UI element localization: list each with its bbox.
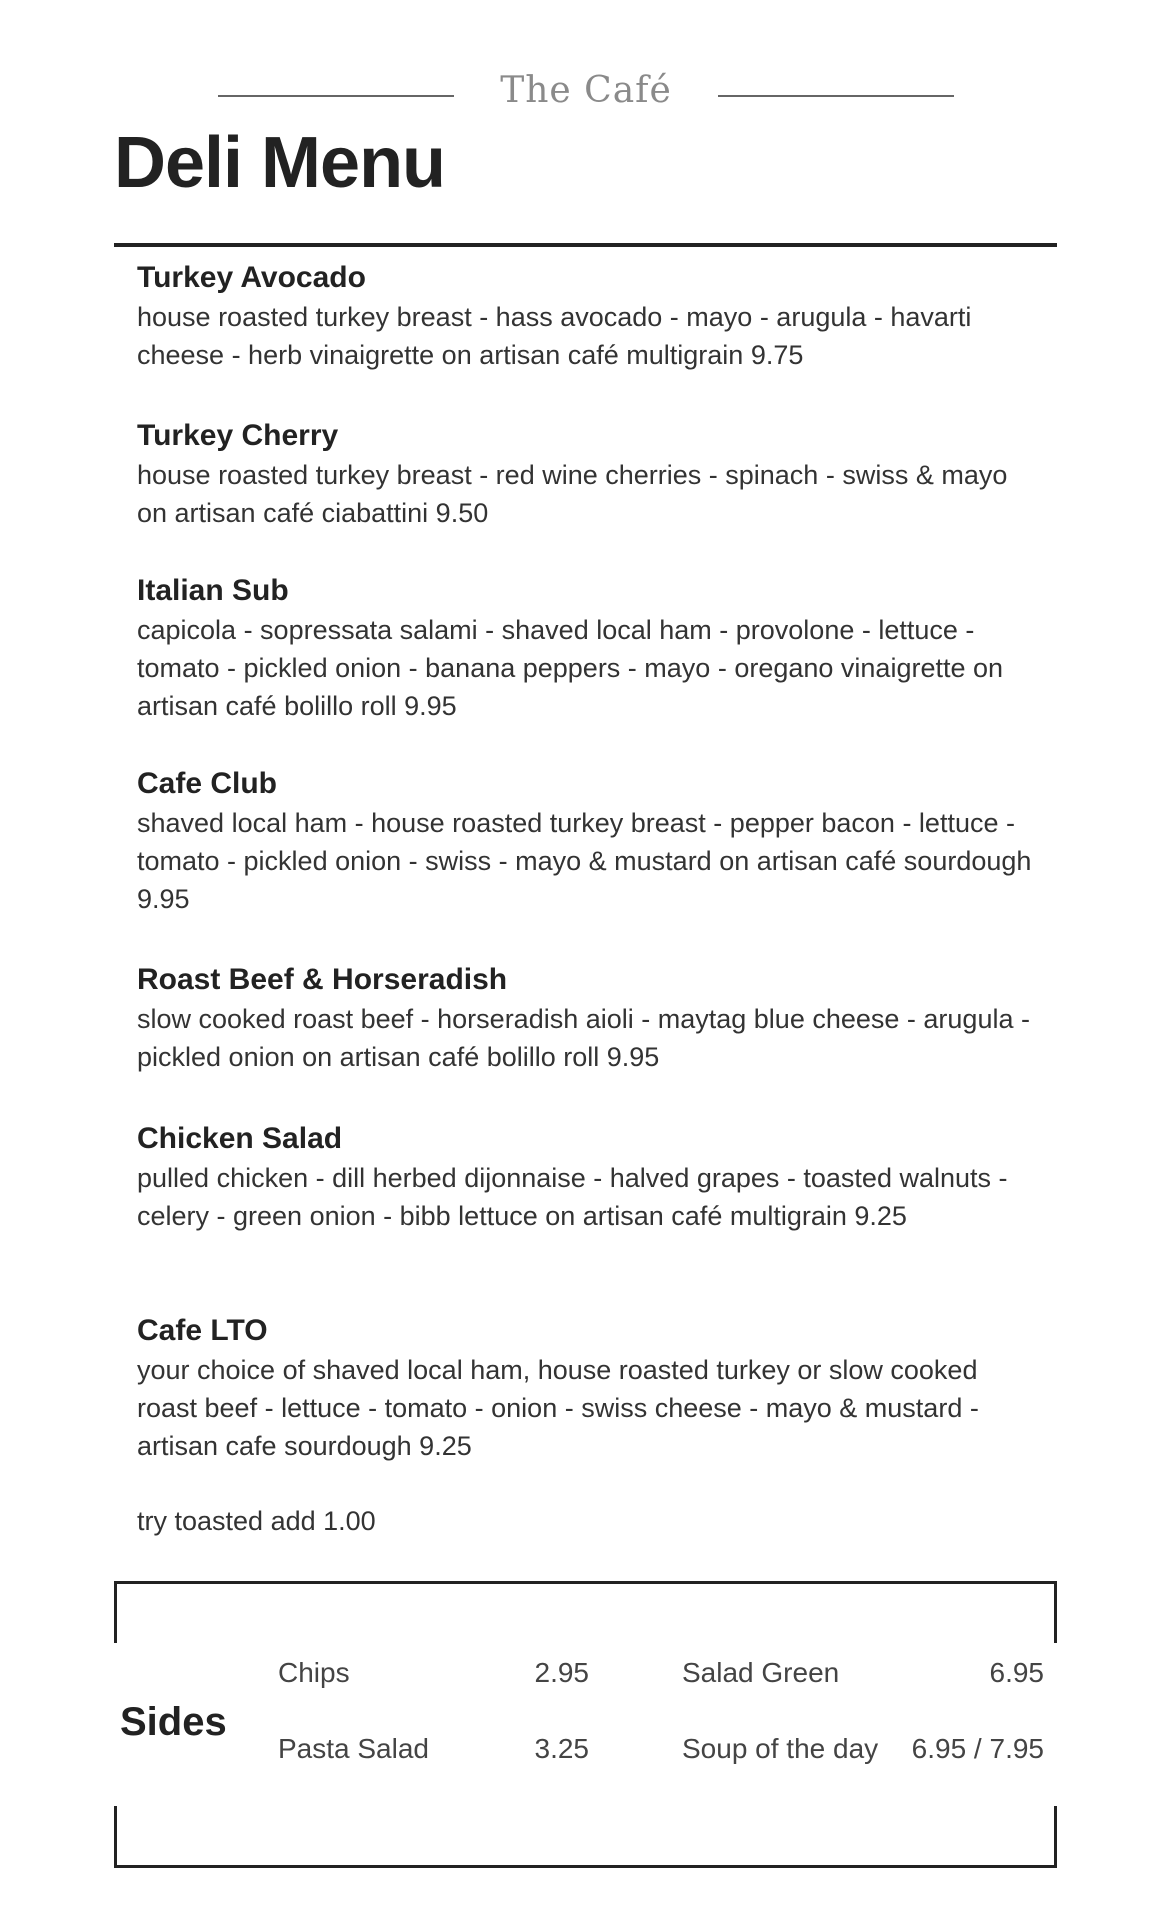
toast-note: try toasted add 1.00: [137, 1506, 376, 1536]
sides-section: [114, 1581, 1057, 1868]
menu-item-name: Turkey Avocado: [137, 261, 366, 294]
menu-item-description: your choice of shaved local ham, house roasted turkey or slow cooked roast beef - lettuce - tomato - onion - swiss cheese - mayo & mustard - artisan cafe sourdough 9.25: [137, 1355, 979, 1461]
menu-item: [137, 1311, 1037, 1471]
brand-name: The Café: [500, 70, 672, 111]
menu-item-name: Italian Sub: [137, 574, 289, 607]
brand-divider-right: [718, 95, 954, 97]
menu-item: [137, 571, 1037, 764]
menu-item-description: slow cooked roast beef - horseradish aioli - maytag blue cheese - arugula - pickled onion on artisan café bolillo roll 9.95: [137, 1004, 1030, 1072]
brand-header: [218, 70, 954, 120]
sides-border-corner: [114, 1581, 117, 1643]
menu-item-name: Cafe Club: [137, 767, 278, 800]
menu-item-description: house roasted turkey breast - hass avocado - mayo - arugula - havarti cheese - herb vinaigrette on artisan café multigrain 9.75: [137, 302, 972, 370]
page-title: Deli Menu: [114, 123, 446, 203]
side-item-name: Pasta Salad: [278, 1733, 429, 1764]
menu-item: [137, 764, 1037, 960]
side-item-price: 3.25: [534, 1733, 589, 1764]
menu-item-description: shaved local ham - house roasted turkey breast - pepper bacon - lettuce - tomato - pickled onion - swiss - mayo & mustard on artisan café sourdough 9.95: [137, 808, 1032, 914]
sides-border-bottom: [114, 1865, 1057, 1868]
menu-item-name: Turkey Cherry: [137, 419, 339, 452]
menu-item-description: house roasted turkey breast - red wine cherries - spinach - swiss & mayo on artisan café ciabattini 9.50: [137, 460, 1008, 528]
title-divider: [114, 243, 1057, 247]
menu-item-name: Cafe LTO: [137, 1314, 268, 1347]
menu-item: [137, 258, 1037, 416]
menu-item-description: capicola - sopressata salami - shaved local ham - provolone - lettuce - tomato - pickled onion - banana peppers - mayo - oregano vinaigrette on artisan café bolillo roll 9.95: [137, 615, 1004, 721]
side-item-price: 2.95: [534, 1657, 589, 1688]
menu-item-description: pulled chicken - dill herbed dijonnaise - halved grapes - toasted walnuts - celery - green onion - bibb lettuce on artisan café multigrain 9.25: [137, 1163, 1008, 1231]
menu-item: [137, 1119, 1037, 1311]
side-item-name: Soup of the day: [682, 1733, 879, 1764]
side-item-name: Salad Green: [682, 1657, 840, 1688]
menu-list: [137, 258, 1037, 1471]
sides-border-corner: [1054, 1806, 1057, 1868]
menu-item: [137, 416, 1037, 571]
menu-item-name: Roast Beef & Horseradish: [137, 963, 508, 996]
sides-border-corner: [114, 1806, 117, 1868]
sides-border-corner: [1054, 1581, 1057, 1643]
menu-item-name: Chicken Salad: [137, 1122, 343, 1155]
side-item-price: 6.95 / 7.95: [911, 1733, 1044, 1764]
sides-border-top: [114, 1581, 1057, 1584]
side-item-price: 6.95: [989, 1657, 1044, 1688]
menu-item: [137, 960, 1037, 1119]
sides-title: Sides: [120, 1700, 227, 1744]
side-item-name: Chips: [278, 1657, 350, 1688]
